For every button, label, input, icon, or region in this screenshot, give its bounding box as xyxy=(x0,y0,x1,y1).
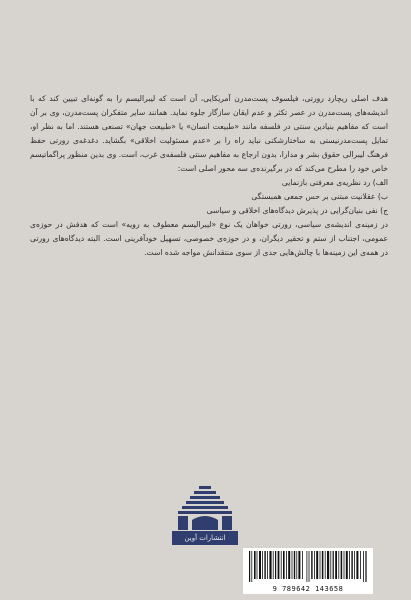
paragraph-2: در زمینه‌ی اندیشه‌ی سیاسی، رورتی خواهان یک نوع «لیبرالیسم معطوف به رویه» است که هدفش در حوزه‌ی عمومی، اجتناب از ستم و تحقیر دیگران، و در حوزه‌ی خصوصی، تسهیل خودآفرینی است. البته دیدگاه‌های رورتی در همه‌ی این زمینه‌ها با چالش‌هایی جدی از سوی منتقدانش مواجه شده است. xyxy=(30,220,388,257)
list-item-b: ب) عقلانیت مبتنی بر حس جمعی همبستگی xyxy=(251,192,388,201)
paragraph-1: هدف اصلی ریچارد رورتی، فیلسوف پست‌مدرن آمریکایی، آن است که لیبرالیسم را به گونه‌ای تبیین کند که با اندیشه‌های پست‌مدرن در عصر تکثر و عدم ایقان سازگار جلوه نماید. همانند سایر متفکران پست‌مدرن، وی بر آن است که مفاهیم بنیادین سنتی در فلسفه مانند «طبیعت انسان» یا «طبیعت جهان» تصنعی هستند. اما به نظر او، تمایل پست‌مدرنیستی به ساختارشکنی نباید راه را بر «عدم مسئولیت اخلاقی» بگشاید. دغدغه‌ی رورتی حفظ فرهنگ لیبرالی حقوق بشر و مدارا، بدون ارجاع به مفاهیم سنتی فلسفه‌ی غرب، است. وی بدین منظور پراگماتیسم خاص خود را مطرح می‌کند که در برگیرنده‌ی سه محور اصلی است: xyxy=(30,94,388,173)
publisher-name: انتشارات آوین xyxy=(172,531,238,545)
back-cover-text xyxy=(30,92,388,260)
list-item-a: الف) رد نظریه‌ی معرفتی بازنمایی xyxy=(281,178,388,187)
barcode-bars xyxy=(249,551,367,582)
barcode xyxy=(243,548,373,594)
isbn-number: 9 789642 143658 xyxy=(272,585,344,593)
list-item-c: ج) نفی بنیان‌گرایی در پذیرش دیدگاه‌های اخلاقی و سیاسی xyxy=(206,206,388,215)
